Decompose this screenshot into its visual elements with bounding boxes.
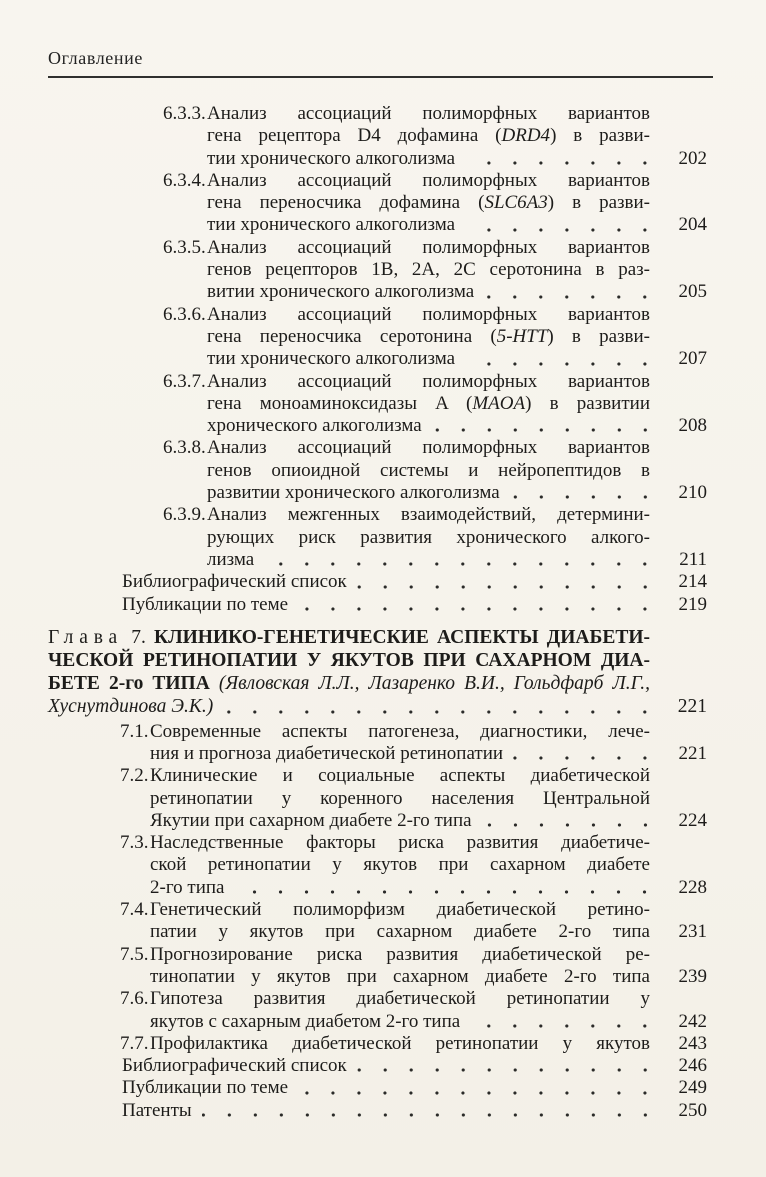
item-label: Патенты xyxy=(122,1099,192,1121)
entry-text: Анализ ассоциаций полиморфных вариантов xyxy=(207,103,650,124)
toc-entry-7-4 xyxy=(48,899,713,944)
toc-entry-6-3-7 xyxy=(48,371,713,438)
item-label: Публикации по теме xyxy=(122,1077,289,1099)
toc-line xyxy=(150,921,707,943)
toc-line xyxy=(207,192,650,214)
toc-line xyxy=(163,371,650,393)
toc-entry-7-2 xyxy=(48,765,713,832)
page-number: 231 xyxy=(678,921,707,943)
page-number: 221 xyxy=(677,696,707,718)
dot-leader xyxy=(298,1077,662,1099)
toc-entry-6-3-3 xyxy=(48,103,713,170)
item-label: Библиографический список xyxy=(122,1055,347,1077)
entry-number: 7.6. xyxy=(120,988,149,1010)
dot-leader xyxy=(513,743,662,765)
entry-number: 7.5. xyxy=(120,943,149,965)
page-number: 208 xyxy=(678,415,707,437)
entry-text: Якутии при сахарном диабете 2-го типа xyxy=(150,809,472,831)
entry-text: Современные аспекты патогенеза, диагностики, лече- xyxy=(150,720,650,742)
chapter7-toc-section xyxy=(48,721,713,1122)
toc-line xyxy=(120,832,650,854)
toc-line xyxy=(163,437,650,459)
toc-line xyxy=(207,460,650,482)
entry-text: Анализ ассоциаций полиморфных вариантов xyxy=(207,236,650,258)
page-content xyxy=(48,48,713,1122)
running-header: Оглавление xyxy=(48,48,143,68)
toc-item-publications-ch7 xyxy=(122,1077,707,1099)
toc-line xyxy=(207,125,650,147)
entry-text: ретинопатии у коренного населения Центральной xyxy=(150,787,650,809)
page-number: 228 xyxy=(678,876,707,898)
entry-text: лизма xyxy=(207,548,255,570)
chapter-number: 7. xyxy=(131,626,146,648)
entry-text-part: гена рецептора D4 дофамина ( xyxy=(207,125,502,147)
toc-line xyxy=(163,103,650,125)
toc-line xyxy=(207,548,707,571)
page-number: 246 xyxy=(678,1055,707,1077)
entry-text: рующих риск развития хронического алкого- xyxy=(207,526,650,548)
toc-line xyxy=(207,259,650,281)
page-number: 249 xyxy=(678,1077,707,1099)
dot-leader xyxy=(470,1011,662,1033)
entry-number: 6.3.9. xyxy=(163,504,206,526)
entry-text-part: гена переносчика серотонина ( xyxy=(207,325,497,347)
entry-text: 2-го типа xyxy=(150,876,225,898)
toc-line xyxy=(207,482,707,504)
toc-line xyxy=(120,944,650,966)
entry-number: 6.3.5. xyxy=(163,236,206,258)
chapter-title-part: КЛИНИКО-ГЕНЕТИЧЕСКИЕ АСПЕКТЫ ДИАБЕТИ- xyxy=(153,626,651,648)
page-number: 242 xyxy=(678,1010,707,1032)
entry-text-part: гена переносчика дофамина ( xyxy=(207,192,485,214)
entry-text-part: ) в разви- xyxy=(547,192,650,214)
toc-line xyxy=(207,527,650,549)
toc-line xyxy=(207,415,707,437)
toc-entry-7-6 xyxy=(48,988,713,1033)
toc-item-publications-ch6 xyxy=(122,593,707,616)
toc-line xyxy=(120,765,650,787)
gene-name: 5-HTT xyxy=(496,325,548,347)
chapter7-heading xyxy=(48,626,713,719)
chapter-heading-text xyxy=(48,626,650,649)
toc-entry-7-3 xyxy=(48,832,713,899)
entry-text: Анализ ассоциаций полиморфных вариантов xyxy=(207,437,650,459)
entry-text: Анализ ассоциаций полиморфных вариантов xyxy=(207,303,650,325)
entry-number: 6.3.8. xyxy=(163,437,206,459)
dot-leader xyxy=(223,695,662,718)
toc-line xyxy=(207,214,707,236)
dot-leader xyxy=(465,214,662,236)
entry-text: генов рецепторов 1B, 2A, 2C серотонина в раз- xyxy=(207,259,650,281)
entry-text: якутов с сахарным диабетом 2-го типа xyxy=(150,1010,461,1032)
page-number: 204 xyxy=(678,214,707,236)
entry-text: Клинические и социальные аспекты диабетической xyxy=(150,765,650,787)
gene-name: SLC6A3 xyxy=(484,192,548,214)
toc-line xyxy=(163,170,650,192)
entry-text: Прогнозирование риска развития диабетической ре- xyxy=(150,943,650,965)
entry-text xyxy=(207,192,650,214)
gene-name: DRD4 xyxy=(501,125,551,147)
entry-text: Анализ межгенных взаимодействий, детермини- xyxy=(207,504,650,526)
chapter-title-part: ЧЕСКОЙ РЕТИНОПАТИИ У ЯКУТОВ ПРИ САХАРНОМ ДИА- xyxy=(48,650,650,672)
chapter-label: Глава xyxy=(48,626,124,648)
chapter-heading-line xyxy=(48,649,650,672)
toc-entry-6-3-9 xyxy=(48,504,713,571)
entry-text-part: гена моноаминоксидазы A ( xyxy=(207,392,473,414)
entry-text: хронического алкоголизма xyxy=(207,415,422,437)
chapter-heading-line xyxy=(48,672,650,695)
entry-text-part: ) в разви- xyxy=(550,125,650,147)
entry-text: тинопатии у якутов при сахарном диабете 2-го типа xyxy=(150,965,650,987)
item-label: Библиографический список xyxy=(122,571,347,593)
dot-leader xyxy=(482,810,662,832)
toc-entry-6-3-6 xyxy=(48,304,713,371)
page-number: 207 xyxy=(678,348,707,370)
toc-entry-6-3-8 xyxy=(48,437,713,504)
page-number: 239 xyxy=(678,965,707,987)
page-number: 214 xyxy=(678,571,707,593)
entry-text: патии у якутов при сахарном диабете 2-го типа xyxy=(150,921,650,943)
toc-entry-7-5 xyxy=(48,944,713,989)
toc-line xyxy=(150,965,707,988)
item-label: Публикации по теме xyxy=(122,593,289,615)
toc-line xyxy=(163,504,650,526)
entry-number: 6.3.6. xyxy=(163,303,206,325)
page-number: 211 xyxy=(679,548,707,570)
dot-leader xyxy=(432,415,662,437)
dot-leader xyxy=(465,148,662,170)
toc-line xyxy=(163,237,650,259)
dot-leader xyxy=(465,348,662,370)
chapter-authors-part: Хуснутдинова Э.К.) xyxy=(48,696,214,718)
dot-leader xyxy=(484,281,662,303)
entry-number: 6.3.3. xyxy=(163,103,206,124)
entry-text: Анализ ассоциаций полиморфных вариантов xyxy=(207,370,650,392)
toc-line xyxy=(163,304,650,326)
entry-text: Гипотеза развития диабетической ретинопатии у xyxy=(150,988,650,1010)
toc-entry-7-7 xyxy=(48,1033,713,1055)
toc-line xyxy=(120,721,650,743)
chapter6-toc-section xyxy=(48,103,713,616)
toc-item-bibliography-ch6 xyxy=(122,571,707,593)
entry-number: 7.3. xyxy=(120,832,149,854)
toc-line xyxy=(150,742,707,765)
toc-item-patents xyxy=(122,1099,707,1122)
dot-leader xyxy=(264,549,662,571)
page-number: 221 xyxy=(678,742,707,764)
toc-line xyxy=(207,326,650,348)
entry-text-part: ) в развитии xyxy=(525,392,650,414)
entry-text-part: ) в разви- xyxy=(547,325,651,347)
toc-entry-6-3-5 xyxy=(48,237,713,304)
header-rule xyxy=(48,76,713,78)
chapter-authors xyxy=(48,695,213,718)
chapter-heading-text xyxy=(48,672,650,695)
entry-text: развитии хронического алкоголизма xyxy=(207,482,500,504)
chapter-heading-line xyxy=(48,626,650,649)
toc-line xyxy=(120,988,650,1010)
chapter-authors: (Явловская Л.Л., Лазаренко В.И., Гольдфарб Л.Г., xyxy=(218,673,650,695)
chapter-title-part: БЕТЕ 2-го ТИПА xyxy=(48,673,210,695)
entry-text xyxy=(207,125,650,147)
page-number: 202 xyxy=(678,147,707,169)
toc-item-bibliography-ch7 xyxy=(122,1055,707,1077)
entry-text: тии хронического алкоголизма xyxy=(207,348,456,370)
entry-text: Наследственные факторы риска развития диабетиче- xyxy=(150,832,650,854)
entry-text: ния и прогноза диабетической ретинопатии xyxy=(150,742,504,764)
dot-leader xyxy=(202,1100,662,1122)
dot-leader xyxy=(510,482,662,504)
toc-line xyxy=(207,147,707,170)
entry-text: тии хронического алкоголизма xyxy=(207,147,456,169)
entry-number: 6.3.7. xyxy=(163,370,206,392)
toc-line xyxy=(150,854,650,876)
entry-text: Генетический полиморфизм диабетической ретино- xyxy=(150,899,650,921)
dot-leader xyxy=(357,571,662,593)
entry-number: 6.3.4. xyxy=(163,169,206,191)
page-number: 243 xyxy=(678,1032,707,1054)
entry-text: генов опиоидной системы и нейропептидов в xyxy=(207,459,650,481)
entry-number: 7.2. xyxy=(120,765,149,787)
dot-leader xyxy=(357,1055,662,1077)
page-number: 205 xyxy=(678,281,707,303)
dot-leader xyxy=(234,877,662,899)
toc-line xyxy=(150,1010,707,1033)
toc-line xyxy=(120,899,650,921)
dot-leader xyxy=(298,594,662,616)
entry-text xyxy=(207,326,650,348)
entry-number: 7.4. xyxy=(120,899,149,921)
chapter-heading-line xyxy=(48,695,707,718)
entry-text: Анализ ассоциаций полиморфных вариантов xyxy=(207,169,650,191)
entry-text: ской ретинопатии у якутов при сахарном диабете xyxy=(150,854,650,876)
toc-line xyxy=(207,281,707,303)
page-number: 250 xyxy=(678,1099,707,1121)
toc-entry-7-1 xyxy=(48,721,713,766)
entry-number: 7.7. xyxy=(120,1032,149,1054)
entry-number: 7.1. xyxy=(120,720,149,742)
toc-line xyxy=(150,876,707,899)
entry-text: тии хронического алкоголизма xyxy=(207,214,456,236)
page-number: 210 xyxy=(678,482,707,504)
entry-text xyxy=(207,393,650,415)
toc-line xyxy=(150,809,707,832)
toc-line xyxy=(207,348,707,370)
page-number: 219 xyxy=(678,593,707,615)
entry-text: Профилактика диабетической ретинопатии у якутов xyxy=(150,1032,650,1054)
toc-line xyxy=(207,393,650,415)
gene-name: MAOA xyxy=(472,392,526,414)
toc-entry-6-3-4 xyxy=(48,170,713,237)
toc-line xyxy=(150,788,650,810)
entry-text: витии хронического алкоголизма xyxy=(207,281,475,303)
page-number: 224 xyxy=(678,809,707,831)
toc-line xyxy=(120,1032,707,1055)
